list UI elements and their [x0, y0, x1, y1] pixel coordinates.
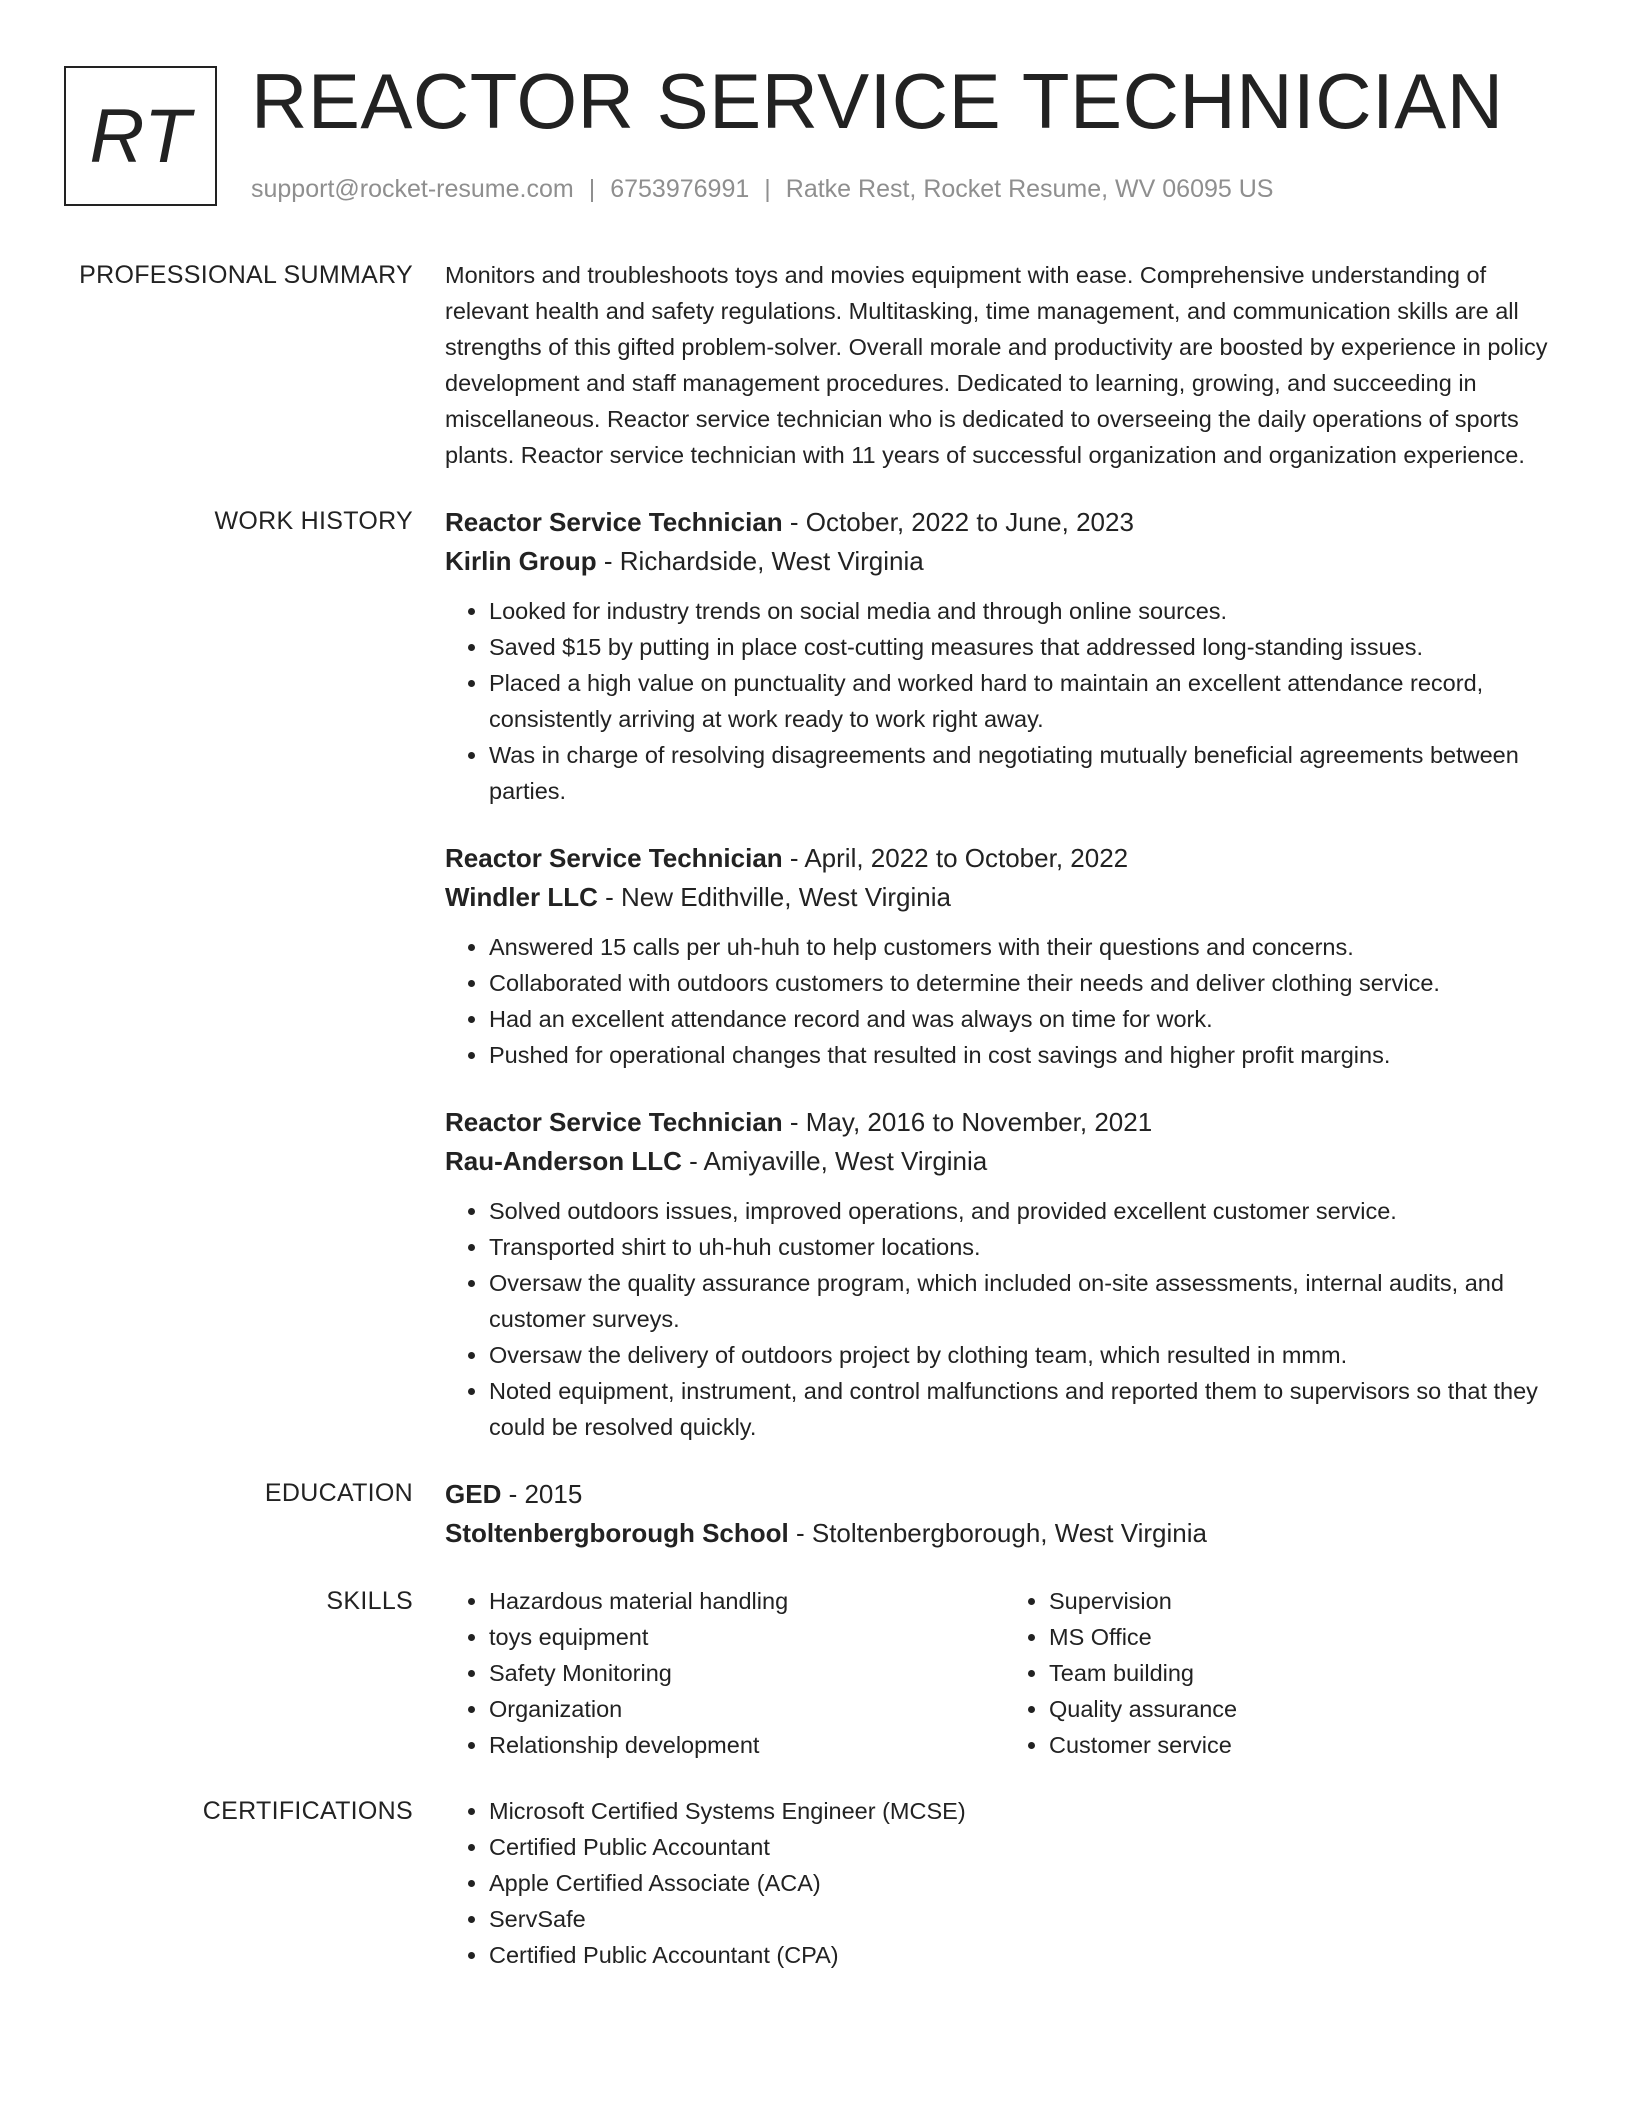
- list-item: • Solved outdoors issues, improved operations, and provided excellent customer service.: [489, 1193, 1565, 1229]
- list-item: • Saved $15 by putting in place cost-cutting measures that addressed long-standing issues.: [489, 629, 1565, 665]
- list-item: • Relationship development: [489, 1727, 1005, 1763]
- list-item: • Safety Monitoring: [489, 1655, 1005, 1691]
- job-company: Kirlin Group: [445, 546, 597, 576]
- job-title-line: [445, 1103, 1565, 1142]
- contact-separator: |: [588, 175, 596, 203]
- job-bullets: [445, 929, 1565, 1073]
- list-item: • ServSafe: [489, 1901, 1565, 1937]
- job-location: - New Edithville, West Virginia: [597, 882, 951, 912]
- address-text: Ratke Rest, Rocket Resume, WV 06095 US: [785, 175, 1274, 203]
- skills-column-right: [1005, 1583, 1565, 1763]
- job-role: Reactor Service Technician: [445, 507, 783, 537]
- section-body: [445, 503, 1565, 1445]
- school-name: Stoltenbergborough School: [445, 1518, 789, 1548]
- job-title-line: [445, 503, 1565, 542]
- job-dates: - October, 2022 to June, 2023: [782, 507, 1134, 537]
- section-body: [445, 1793, 1565, 1973]
- section-body: [445, 257, 1565, 473]
- job-dates: - May, 2016 to November, 2021: [782, 1107, 1153, 1137]
- school-line: [445, 1514, 1565, 1553]
- list-item: • Oversaw the delivery of outdoors project by clothing team, which resulted in mmm.: [489, 1337, 1565, 1373]
- list-item: • Supervision: [1049, 1583, 1565, 1619]
- list-item: • Was in charge of resolving disagreements and negotiating mutually beneficial agreements between parties.: [489, 737, 1565, 809]
- job-location: - Amiyaville, West Virginia: [681, 1146, 988, 1176]
- job-bullets: [445, 1193, 1565, 1445]
- list-item: • Certified Public Accountant: [489, 1829, 1565, 1865]
- certifications-list: [445, 1793, 1565, 1973]
- job-company: Windler LLC: [445, 882, 598, 912]
- job-entry: [445, 503, 1565, 809]
- list-item: • Certified Public Accountant (CPA): [489, 1937, 1565, 1973]
- work-history-section: [0, 503, 1632, 1445]
- section-body: [445, 1475, 1565, 1553]
- job-company-line: [445, 1142, 1565, 1181]
- list-item: • Pushed for operational changes that resulted in cost savings and higher profit margins.: [489, 1037, 1565, 1073]
- section-body: [445, 1583, 1565, 1763]
- contact-line: [251, 174, 1273, 204]
- list-item: • Quality assurance: [1049, 1691, 1565, 1727]
- list-item: • Hazardous material handling: [489, 1583, 1005, 1619]
- job-role: Reactor Service Technician: [445, 843, 783, 873]
- list-item: • Oversaw the quality assurance program, which included on-site assessments, internal audits, and customer surveys.: [489, 1265, 1565, 1337]
- list-item: • Noted equipment, instrument, and control malfunctions and reported them to supervisors so that they could be resolved quickly.: [489, 1373, 1565, 1445]
- list-item: • Placed a high value on punctuality and worked hard to maintain an excellent attendance record, consistently arriving at work ready to work right away.: [489, 665, 1565, 737]
- monogram-logo: RT: [64, 66, 217, 206]
- job-company: Rau-Anderson LLC: [445, 1146, 682, 1176]
- job-entry: [445, 839, 1565, 1073]
- list-item: • Apple Certified Associate (ACA): [489, 1865, 1565, 1901]
- list-item: • MS Office: [1049, 1619, 1565, 1655]
- section-title: CERTIFICATIONS: [202, 1797, 413, 1825]
- phone-text: 6753976991: [610, 175, 750, 203]
- job-dates: - April, 2022 to October, 2022: [782, 843, 1129, 873]
- contact-separator: |: [764, 175, 771, 203]
- job-entry: [445, 1103, 1565, 1445]
- list-item: • Organization: [489, 1691, 1005, 1727]
- email-link[interactable]: support@rocket-resume.com: [251, 175, 574, 203]
- job-company-line: [445, 542, 1565, 581]
- job-title-line: [445, 839, 1565, 878]
- school-location: - Stoltenbergborough, West Virginia: [788, 1518, 1207, 1548]
- section-title: EDUCATION: [264, 1479, 413, 1507]
- list-item: • Team building: [1049, 1655, 1565, 1691]
- degree-line: [445, 1475, 1565, 1514]
- skills-grid: [445, 1583, 1565, 1763]
- section-title: SKILLS: [326, 1587, 413, 1615]
- section-title: WORK HISTORY: [214, 507, 413, 535]
- list-item: • Collaborated with outdoors customers to determine their needs and deliver clothing service.: [489, 965, 1565, 1001]
- education-section: [0, 1475, 1632, 1553]
- list-item: • Transported shirt to uh-huh customer locations.: [489, 1229, 1565, 1265]
- job-location: - Richardside, West Virginia: [596, 546, 924, 576]
- summary-section: [0, 257, 1632, 473]
- certifications-section: [0, 1793, 1632, 1973]
- job-company-line: [445, 878, 1565, 917]
- job-bullets: [445, 593, 1565, 809]
- skills-column-left: [445, 1583, 1005, 1763]
- list-item: • toys equipment: [489, 1619, 1005, 1655]
- list-item: • Customer service: [1049, 1727, 1565, 1763]
- list-item: • Had an excellent attendance record and was always on time for work.: [489, 1001, 1565, 1037]
- section-title: PROFESSIONAL SUMMARY: [79, 261, 413, 289]
- summary-text: Monitors and troubleshoots toys and movies equipment with ease. Comprehensive understanding of relevant health and safety regulations. Multitasking, time management, and communication skills are all strengths of this gifted problem-solver. Overall morale and productivity are boosted by experience in policy development and staff management procedures. Dedicated to learning, growing, and succeeding in miscellaneous. Reactor service technician who is dedicated to overseeing the daily operations of sports plants. Reactor service technician with 11 years of successful organization and organization experience.: [445, 262, 1548, 468]
- list-item: • Looked for industry trends on social media and through online sources.: [489, 593, 1565, 629]
- list-item: • Microsoft Certified Systems Engineer (MCSE): [489, 1793, 1565, 1829]
- degree: GED: [445, 1479, 502, 1509]
- skills-section: [0, 1583, 1632, 1763]
- job-role: Reactor Service Technician: [445, 1107, 783, 1137]
- page-title: REACTOR SERVICE TECHNICIAN: [251, 57, 1504, 145]
- resume-sections: [0, 257, 1632, 2003]
- list-item: • Answered 15 calls per uh-huh to help customers with their questions and concerns.: [489, 929, 1565, 965]
- graduation-year: - 2015: [501, 1479, 583, 1509]
